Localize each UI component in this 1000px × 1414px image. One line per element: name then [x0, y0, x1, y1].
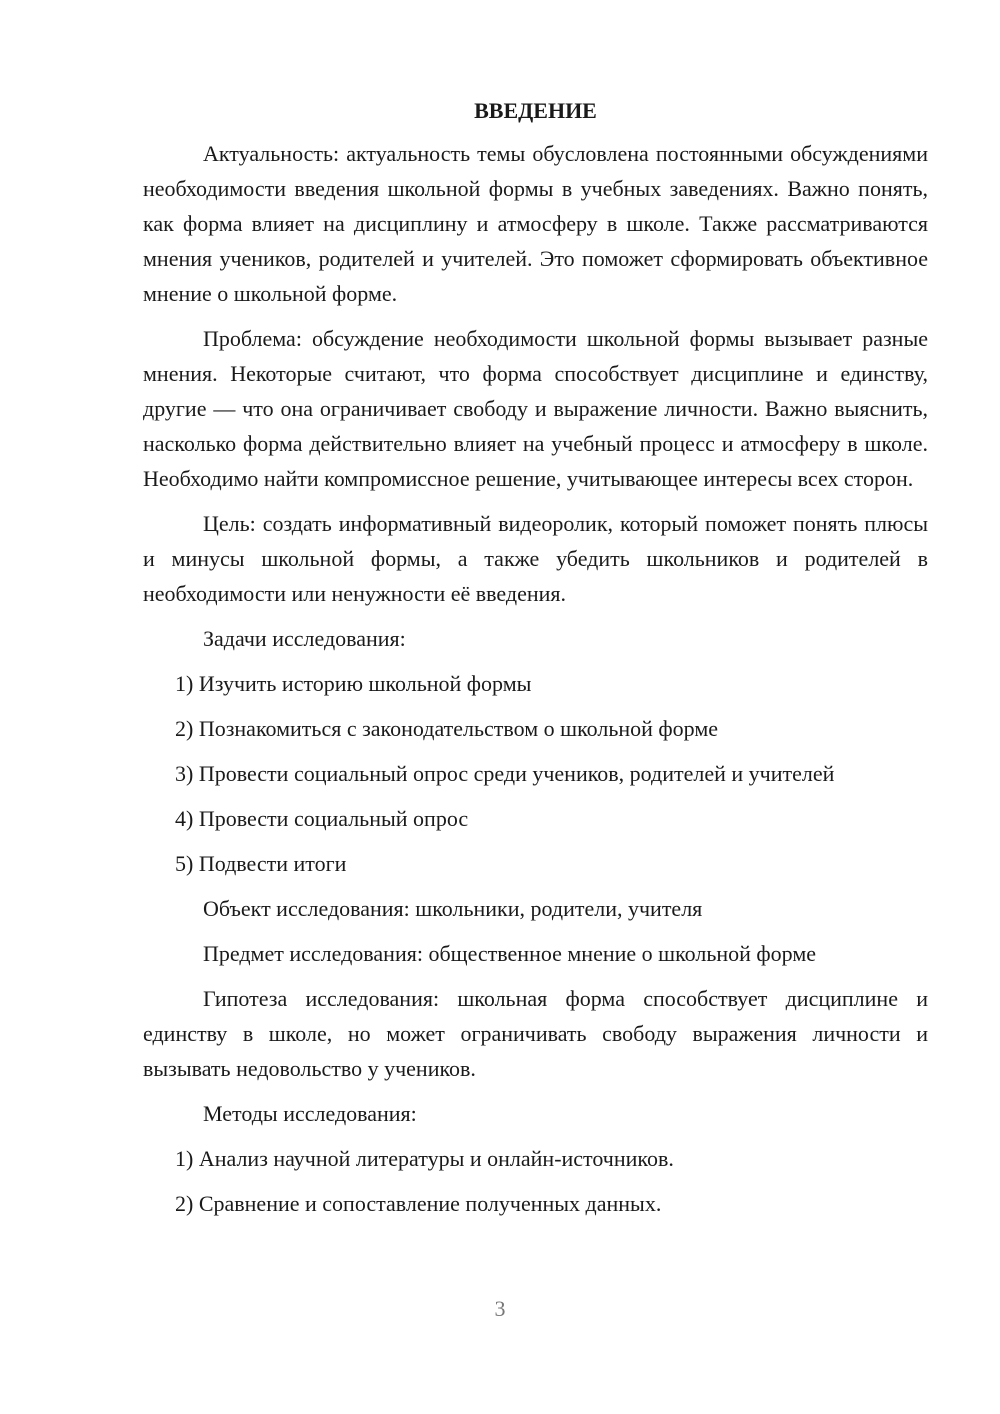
task-item: 1) Изучить историю школьной формы — [175, 671, 532, 696]
relevance-paragraph: Актуальность: актуальность темы обусловлена постоянными обсуждениями необходимости введения школьной формы в учебных заведениях. Важно понять, как форма влияет на дисциплину и атмосферу в школе. Также рассматриваются мнения учеников, родителей и учителей. Это поможет сформировать объективное мнение о школьной форме. — [143, 141, 928, 306]
task-item: 5) Подвести итоги — [175, 851, 347, 876]
methods-heading: Методы исследования: — [203, 1101, 417, 1126]
task-item: 2) Познакомиться с законодательством о школьной форме — [175, 716, 719, 741]
section-title: ВВЕДЕНИЕ — [474, 98, 597, 123]
goal-paragraph: Цель: создать информативный видеоролик, который поможет понять плюсы и минусы школьной формы, а также убедить школьников и родителей в необходимости или ненужности её введения. — [143, 511, 928, 606]
task-item: 4) Провести социальный опрос — [175, 806, 469, 831]
task-item: 3) Провести социальный опрос среди учеников, родителей и учителей — [175, 761, 835, 786]
tasks-heading: Задачи исследования: — [203, 626, 406, 651]
method-item: 2) Сравнение и сопоставление полученных данных. — [175, 1191, 662, 1216]
hypothesis-paragraph: Гипотеза исследования: школьная форма способствует дисциплине и единству в школе, но может ограничивать свободу выражения личности и вызывать недовольство у учеников. — [143, 986, 928, 1081]
method-item: 1) Анализ научной литературы и онлайн-источников. — [175, 1146, 674, 1171]
page-number: 3 — [494, 1296, 506, 1321]
document-page — [143, 96, 928, 1231]
research-subject: Предмет исследования: общественное мнение о школьной форме — [203, 941, 817, 966]
problem-paragraph: Проблема: обсуждение необходимости школьной формы вызывает разные мнения. Некоторые считают, что форма способствует дисциплине и единству, другие — что она ограничивает свободу и выражение личности. Важно выяснить, насколько форма действительно влияет на учебный процесс и атмосферу в школе. Необходимо найти компромиссное решение, учитывающее интересы всех сторон. — [143, 326, 928, 491]
research-object: Объект исследования: школьники, родители, учителя — [203, 896, 703, 921]
